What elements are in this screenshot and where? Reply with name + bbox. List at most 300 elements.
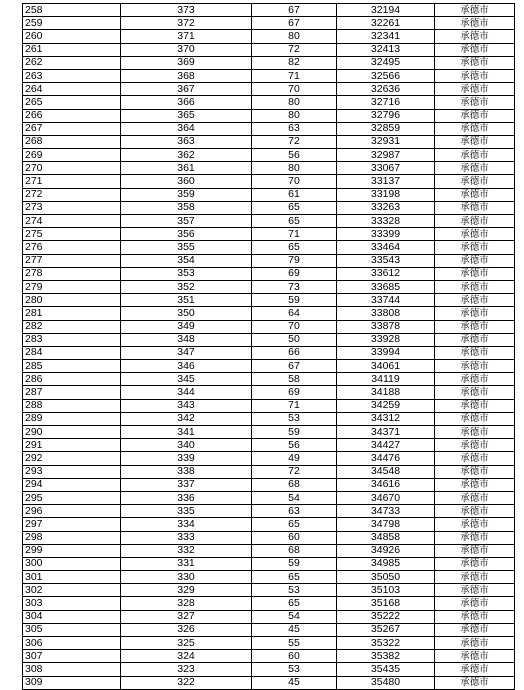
count-cell: 63 xyxy=(252,505,337,518)
table-row xyxy=(23,135,515,148)
city-cell: 承德市 xyxy=(435,373,515,386)
count-cell: 68 xyxy=(252,544,337,557)
count-cell: 80 xyxy=(252,109,337,122)
row-index-cell: 290 xyxy=(23,426,121,439)
score-cell: 368 xyxy=(121,69,252,82)
count-cell: 72 xyxy=(252,465,337,478)
count-cell: 67 xyxy=(252,4,337,17)
table-row xyxy=(23,491,515,504)
count-cell: 69 xyxy=(252,267,337,280)
count-cell: 60 xyxy=(252,650,337,663)
score-cell: 333 xyxy=(121,531,252,544)
count-cell: 59 xyxy=(252,294,337,307)
row-index-cell: 300 xyxy=(23,557,121,570)
count-cell: 70 xyxy=(252,83,337,96)
cumulative-count-cell: 33198 xyxy=(337,188,435,201)
score-cell: 361 xyxy=(121,162,252,175)
city-cell: 承德市 xyxy=(435,83,515,96)
cumulative-count-cell: 32636 xyxy=(337,83,435,96)
count-cell: 70 xyxy=(252,175,337,188)
cumulative-count-cell: 35222 xyxy=(337,610,435,623)
row-index-cell: 261 xyxy=(23,43,121,56)
row-index-cell: 259 xyxy=(23,17,121,30)
row-index-cell: 308 xyxy=(23,663,121,676)
score-cell: 370 xyxy=(121,43,252,56)
city-cell: 承德市 xyxy=(435,320,515,333)
table-row xyxy=(23,505,515,518)
count-cell: 59 xyxy=(252,426,337,439)
score-cell: 325 xyxy=(121,637,252,650)
cumulative-count-cell: 35168 xyxy=(337,597,435,610)
city-cell: 承德市 xyxy=(435,241,515,254)
city-cell: 承德市 xyxy=(435,544,515,557)
table-row xyxy=(23,188,515,201)
count-cell: 71 xyxy=(252,228,337,241)
cumulative-count-cell: 34259 xyxy=(337,399,435,412)
row-index-cell: 287 xyxy=(23,386,121,399)
score-cell: 331 xyxy=(121,557,252,570)
row-index-cell: 275 xyxy=(23,228,121,241)
score-cell: 356 xyxy=(121,228,252,241)
score-cell: 323 xyxy=(121,663,252,676)
row-index-cell: 283 xyxy=(23,333,121,346)
score-cell: 344 xyxy=(121,386,252,399)
count-cell: 72 xyxy=(252,135,337,148)
count-cell: 73 xyxy=(252,280,337,293)
score-cell: 364 xyxy=(121,122,252,135)
table-row xyxy=(23,83,515,96)
count-cell: 66 xyxy=(252,346,337,359)
table-row xyxy=(23,531,515,544)
count-cell: 60 xyxy=(252,531,337,544)
score-cell: 322 xyxy=(121,676,252,689)
score-table-container xyxy=(22,3,514,690)
city-cell: 承德市 xyxy=(435,531,515,544)
score-cell: 336 xyxy=(121,491,252,504)
score-cell: 363 xyxy=(121,135,252,148)
city-cell: 承德市 xyxy=(435,280,515,293)
count-cell: 56 xyxy=(252,439,337,452)
score-cell: 365 xyxy=(121,109,252,122)
score-cell: 324 xyxy=(121,650,252,663)
count-cell: 65 xyxy=(252,571,337,584)
table-row xyxy=(23,584,515,597)
city-cell: 承德市 xyxy=(435,201,515,214)
row-index-cell: 309 xyxy=(23,676,121,689)
table-row xyxy=(23,280,515,293)
score-cell: 343 xyxy=(121,399,252,412)
cumulative-count-cell: 33464 xyxy=(337,241,435,254)
score-cell: 349 xyxy=(121,320,252,333)
row-index-cell: 277 xyxy=(23,254,121,267)
city-cell: 承德市 xyxy=(435,333,515,346)
city-cell: 承德市 xyxy=(435,109,515,122)
count-cell: 71 xyxy=(252,399,337,412)
cumulative-count-cell: 33399 xyxy=(337,228,435,241)
score-cell: 330 xyxy=(121,571,252,584)
count-cell: 67 xyxy=(252,360,337,373)
row-index-cell: 280 xyxy=(23,294,121,307)
row-index-cell: 306 xyxy=(23,637,121,650)
count-cell: 45 xyxy=(252,676,337,689)
cumulative-count-cell: 33808 xyxy=(337,307,435,320)
table-row xyxy=(23,637,515,650)
table-row xyxy=(23,4,515,17)
count-cell: 54 xyxy=(252,491,337,504)
row-index-cell: 288 xyxy=(23,399,121,412)
row-index-cell: 301 xyxy=(23,571,121,584)
city-cell: 承德市 xyxy=(435,307,515,320)
table-row xyxy=(23,650,515,663)
score-cell: 367 xyxy=(121,83,252,96)
cumulative-count-cell: 35103 xyxy=(337,584,435,597)
row-index-cell: 262 xyxy=(23,56,121,69)
row-index-cell: 295 xyxy=(23,491,121,504)
row-index-cell: 294 xyxy=(23,478,121,491)
count-cell: 65 xyxy=(252,518,337,531)
table-row xyxy=(23,175,515,188)
city-cell: 承德市 xyxy=(435,267,515,280)
cumulative-count-cell: 35435 xyxy=(337,663,435,676)
row-index-cell: 292 xyxy=(23,452,121,465)
cumulative-count-cell: 34427 xyxy=(337,439,435,452)
city-cell: 承德市 xyxy=(435,254,515,267)
score-cell: 332 xyxy=(121,544,252,557)
cumulative-count-cell: 34858 xyxy=(337,531,435,544)
table-row xyxy=(23,399,515,412)
table-row xyxy=(23,122,515,135)
cumulative-count-cell: 34548 xyxy=(337,465,435,478)
score-cell: 354 xyxy=(121,254,252,267)
score-cell: 350 xyxy=(121,307,252,320)
city-cell: 承德市 xyxy=(435,175,515,188)
score-cell: 329 xyxy=(121,584,252,597)
city-cell: 承德市 xyxy=(435,228,515,241)
score-cell: 369 xyxy=(121,56,252,69)
row-index-cell: 299 xyxy=(23,544,121,557)
city-cell: 承德市 xyxy=(435,478,515,491)
cumulative-count-cell: 33263 xyxy=(337,201,435,214)
row-index-cell: 274 xyxy=(23,215,121,228)
city-cell: 承德市 xyxy=(435,439,515,452)
score-cell: 372 xyxy=(121,17,252,30)
table-row xyxy=(23,518,515,531)
row-index-cell: 279 xyxy=(23,280,121,293)
city-cell: 承德市 xyxy=(435,294,515,307)
table-row xyxy=(23,386,515,399)
city-cell: 承德市 xyxy=(435,663,515,676)
score-cell: 366 xyxy=(121,96,252,109)
row-index-cell: 289 xyxy=(23,412,121,425)
table-row xyxy=(23,676,515,689)
score-cell: 341 xyxy=(121,426,252,439)
city-cell: 承德市 xyxy=(435,56,515,69)
row-index-cell: 293 xyxy=(23,465,121,478)
count-cell: 49 xyxy=(252,452,337,465)
table-row xyxy=(23,623,515,636)
cumulative-count-cell: 34188 xyxy=(337,386,435,399)
table-row xyxy=(23,544,515,557)
count-cell: 79 xyxy=(252,254,337,267)
city-cell: 承德市 xyxy=(435,571,515,584)
count-cell: 59 xyxy=(252,557,337,570)
row-index-cell: 298 xyxy=(23,531,121,544)
row-index-cell: 281 xyxy=(23,307,121,320)
cumulative-count-cell: 34670 xyxy=(337,491,435,504)
cumulative-count-cell: 32261 xyxy=(337,17,435,30)
table-row xyxy=(23,557,515,570)
city-cell: 承德市 xyxy=(435,215,515,228)
table-row xyxy=(23,663,515,676)
table-row xyxy=(23,307,515,320)
count-cell: 65 xyxy=(252,215,337,228)
score-cell: 371 xyxy=(121,30,252,43)
table-row xyxy=(23,571,515,584)
cumulative-count-cell: 35267 xyxy=(337,623,435,636)
cumulative-count-cell: 32495 xyxy=(337,56,435,69)
table-row xyxy=(23,465,515,478)
cumulative-count-cell: 33543 xyxy=(337,254,435,267)
row-index-cell: 304 xyxy=(23,610,121,623)
count-cell: 72 xyxy=(252,43,337,56)
cumulative-count-cell: 34616 xyxy=(337,478,435,491)
cumulative-count-cell: 33328 xyxy=(337,215,435,228)
cumulative-count-cell: 32931 xyxy=(337,135,435,148)
cumulative-count-cell: 33744 xyxy=(337,294,435,307)
table-row xyxy=(23,610,515,623)
city-cell: 承德市 xyxy=(435,360,515,373)
score-cell: 348 xyxy=(121,333,252,346)
score-cell: 340 xyxy=(121,439,252,452)
count-cell: 50 xyxy=(252,333,337,346)
count-cell: 65 xyxy=(252,241,337,254)
table-row xyxy=(23,17,515,30)
row-index-cell: 307 xyxy=(23,650,121,663)
city-cell: 承德市 xyxy=(435,399,515,412)
score-table xyxy=(22,3,515,690)
table-row xyxy=(23,69,515,82)
score-cell: 355 xyxy=(121,241,252,254)
table-row xyxy=(23,360,515,373)
row-index-cell: 302 xyxy=(23,584,121,597)
row-index-cell: 286 xyxy=(23,373,121,386)
city-cell: 承德市 xyxy=(435,452,515,465)
table-row xyxy=(23,452,515,465)
city-cell: 承德市 xyxy=(435,69,515,82)
cumulative-count-cell: 34798 xyxy=(337,518,435,531)
city-cell: 承德市 xyxy=(435,386,515,399)
cumulative-count-cell: 33685 xyxy=(337,280,435,293)
cumulative-count-cell: 35050 xyxy=(337,571,435,584)
table-row xyxy=(23,43,515,56)
score-cell: 358 xyxy=(121,201,252,214)
count-cell: 82 xyxy=(252,56,337,69)
cumulative-count-cell: 33878 xyxy=(337,320,435,333)
city-cell: 承德市 xyxy=(435,637,515,650)
table-row xyxy=(23,215,515,228)
row-index-cell: 264 xyxy=(23,83,121,96)
cumulative-count-cell: 34926 xyxy=(337,544,435,557)
cumulative-count-cell: 34985 xyxy=(337,557,435,570)
table-row xyxy=(23,201,515,214)
count-cell: 56 xyxy=(252,149,337,162)
cumulative-count-cell: 34119 xyxy=(337,373,435,386)
count-cell: 80 xyxy=(252,30,337,43)
count-cell: 68 xyxy=(252,478,337,491)
city-cell: 承德市 xyxy=(435,518,515,531)
row-index-cell: 271 xyxy=(23,175,121,188)
score-cell: 338 xyxy=(121,465,252,478)
count-cell: 53 xyxy=(252,584,337,597)
count-cell: 80 xyxy=(252,96,337,109)
table-row xyxy=(23,56,515,69)
city-cell: 承德市 xyxy=(435,412,515,425)
table-row xyxy=(23,241,515,254)
score-cell: 351 xyxy=(121,294,252,307)
city-cell: 承德市 xyxy=(435,597,515,610)
city-cell: 承德市 xyxy=(435,188,515,201)
row-index-cell: 265 xyxy=(23,96,121,109)
table-row xyxy=(23,439,515,452)
row-index-cell: 278 xyxy=(23,267,121,280)
city-cell: 承德市 xyxy=(435,122,515,135)
cumulative-count-cell: 32566 xyxy=(337,69,435,82)
table-row xyxy=(23,412,515,425)
count-cell: 70 xyxy=(252,320,337,333)
cumulative-count-cell: 33137 xyxy=(337,175,435,188)
row-index-cell: 284 xyxy=(23,346,121,359)
cumulative-count-cell: 32796 xyxy=(337,109,435,122)
table-row xyxy=(23,373,515,386)
score-cell: 360 xyxy=(121,175,252,188)
count-cell: 54 xyxy=(252,610,337,623)
cumulative-count-cell: 32194 xyxy=(337,4,435,17)
count-cell: 69 xyxy=(252,386,337,399)
city-cell: 承德市 xyxy=(435,43,515,56)
score-cell: 334 xyxy=(121,518,252,531)
cumulative-count-cell: 34371 xyxy=(337,426,435,439)
cumulative-count-cell: 33067 xyxy=(337,162,435,175)
count-cell: 65 xyxy=(252,597,337,610)
score-cell: 347 xyxy=(121,346,252,359)
score-cell: 326 xyxy=(121,623,252,636)
row-index-cell: 305 xyxy=(23,623,121,636)
table-row xyxy=(23,162,515,175)
cumulative-count-cell: 32987 xyxy=(337,149,435,162)
count-cell: 64 xyxy=(252,307,337,320)
score-cell: 335 xyxy=(121,505,252,518)
cumulative-count-cell: 33928 xyxy=(337,333,435,346)
table-row xyxy=(23,228,515,241)
count-cell: 67 xyxy=(252,17,337,30)
city-cell: 承德市 xyxy=(435,584,515,597)
row-index-cell: 276 xyxy=(23,241,121,254)
count-cell: 55 xyxy=(252,637,337,650)
table-row xyxy=(23,346,515,359)
score-cell: 359 xyxy=(121,188,252,201)
score-cell: 357 xyxy=(121,215,252,228)
row-index-cell: 303 xyxy=(23,597,121,610)
cumulative-count-cell: 35480 xyxy=(337,676,435,689)
table-row xyxy=(23,109,515,122)
cumulative-count-cell: 32341 xyxy=(337,30,435,43)
count-cell: 45 xyxy=(252,623,337,636)
count-cell: 80 xyxy=(252,162,337,175)
row-index-cell: 282 xyxy=(23,320,121,333)
score-cell: 327 xyxy=(121,610,252,623)
score-cell: 339 xyxy=(121,452,252,465)
city-cell: 承德市 xyxy=(435,4,515,17)
table-row xyxy=(23,294,515,307)
count-cell: 53 xyxy=(252,663,337,676)
city-cell: 承德市 xyxy=(435,17,515,30)
cumulative-count-cell: 33612 xyxy=(337,267,435,280)
cumulative-count-cell: 32413 xyxy=(337,43,435,56)
city-cell: 承德市 xyxy=(435,30,515,43)
cumulative-count-cell: 34061 xyxy=(337,360,435,373)
count-cell: 65 xyxy=(252,201,337,214)
table-row xyxy=(23,333,515,346)
cumulative-count-cell: 34312 xyxy=(337,412,435,425)
cumulative-count-cell: 35322 xyxy=(337,637,435,650)
score-cell: 328 xyxy=(121,597,252,610)
row-index-cell: 285 xyxy=(23,360,121,373)
score-cell: 342 xyxy=(121,412,252,425)
city-cell: 承德市 xyxy=(435,505,515,518)
count-cell: 53 xyxy=(252,412,337,425)
count-cell: 63 xyxy=(252,122,337,135)
city-cell: 承德市 xyxy=(435,346,515,359)
cumulative-count-cell: 35382 xyxy=(337,650,435,663)
city-cell: 承德市 xyxy=(435,135,515,148)
row-index-cell: 258 xyxy=(23,4,121,17)
table-row xyxy=(23,597,515,610)
score-cell: 373 xyxy=(121,4,252,17)
table-row xyxy=(23,267,515,280)
row-index-cell: 270 xyxy=(23,162,121,175)
score-cell: 352 xyxy=(121,280,252,293)
table-row xyxy=(23,426,515,439)
table-row xyxy=(23,478,515,491)
score-cell: 337 xyxy=(121,478,252,491)
table-row xyxy=(23,254,515,267)
cumulative-count-cell: 32859 xyxy=(337,122,435,135)
row-index-cell: 263 xyxy=(23,69,121,82)
row-index-cell: 273 xyxy=(23,201,121,214)
table-row xyxy=(23,30,515,43)
city-cell: 承德市 xyxy=(435,149,515,162)
row-index-cell: 272 xyxy=(23,188,121,201)
row-index-cell: 260 xyxy=(23,30,121,43)
city-cell: 承德市 xyxy=(435,650,515,663)
row-index-cell: 296 xyxy=(23,505,121,518)
row-index-cell: 297 xyxy=(23,518,121,531)
city-cell: 承德市 xyxy=(435,557,515,570)
score-cell: 346 xyxy=(121,360,252,373)
city-cell: 承德市 xyxy=(435,162,515,175)
city-cell: 承德市 xyxy=(435,96,515,109)
city-cell: 承德市 xyxy=(435,610,515,623)
row-index-cell: 266 xyxy=(23,109,121,122)
table-row xyxy=(23,96,515,109)
city-cell: 承德市 xyxy=(435,623,515,636)
cumulative-count-cell: 34733 xyxy=(337,505,435,518)
city-cell: 承德市 xyxy=(435,491,515,504)
score-cell: 345 xyxy=(121,373,252,386)
table-row xyxy=(23,149,515,162)
city-cell: 承德市 xyxy=(435,676,515,689)
city-cell: 承德市 xyxy=(435,465,515,478)
